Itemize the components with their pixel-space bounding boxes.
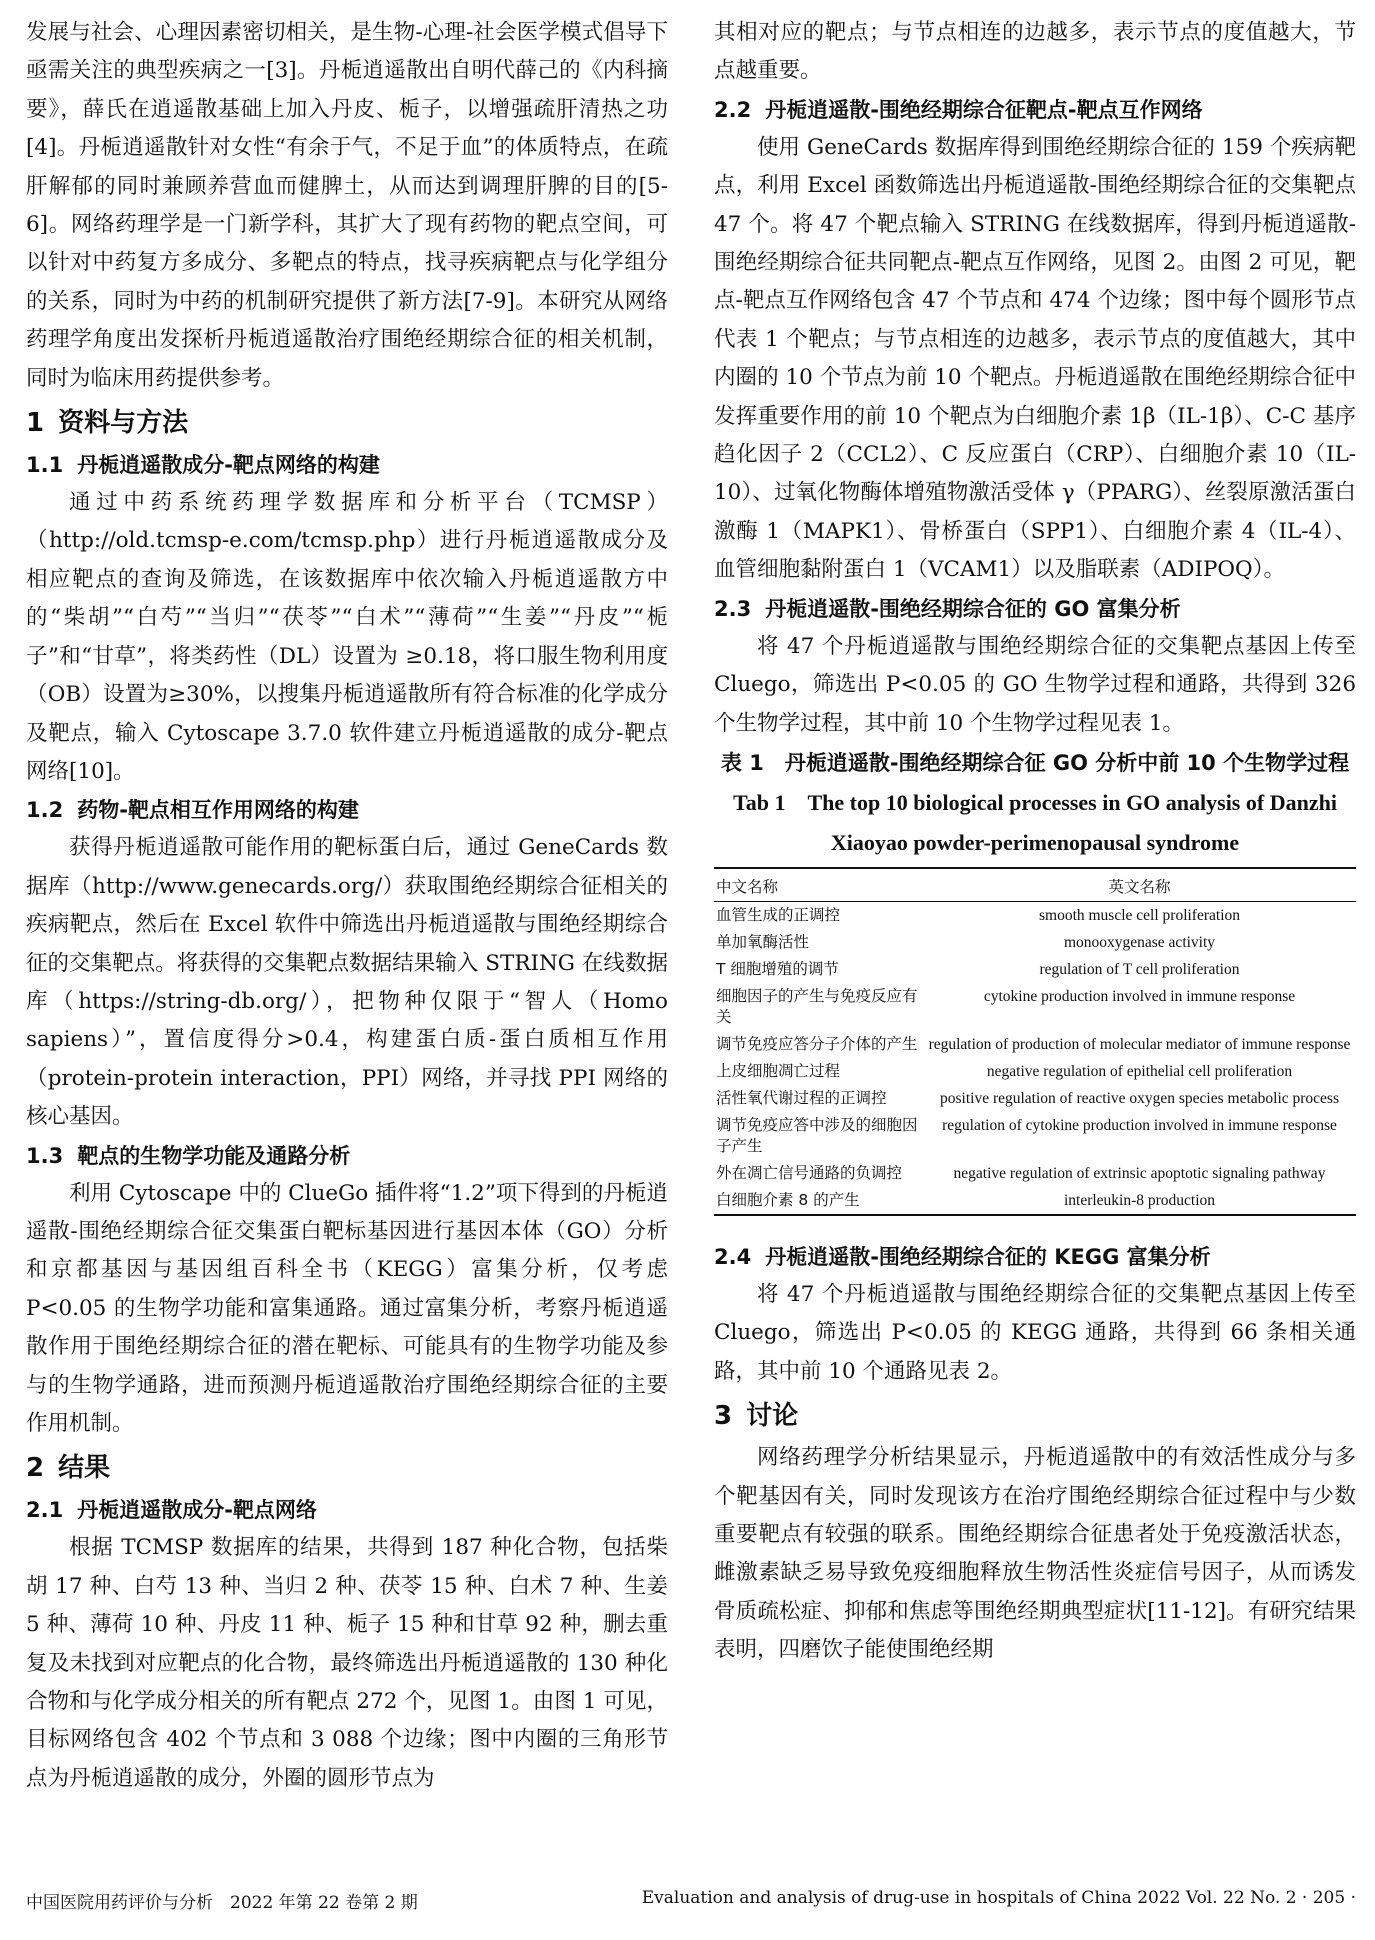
paragraph-3: 网络药理学分析结果显示，丹栀逍遥散中的有效活性成分与多个靶基因有关，同时发现该方在治疗围绝经期综合征过程中与少数重要靶点有较强的联系。围绝经期综合征患者处于免疫激活状态，雌激素缺乏易导致免疫细胞释放生物活性炎症信号因子，从而诱发骨质疏松症、抑郁和焦虑等围绝经期典型症状[11-12]。有研究结果表明，四磨饮子能使围绝经期 [714,1445,1356,1663]
table-header-row [714,868,1356,902]
subsection-2-3-heading [714,590,1356,628]
subsection-title: 靶点的生物学功能及通路分析 [77,1143,351,1168]
section-number: 3 [714,1401,733,1432]
cell-zh: 调节免疫应答中涉及的细胞因子产生 [716,1115,918,1155]
cell-en: regulation of production of molecular mediator of immune response [928,1035,1351,1053]
subsection-title: 丹栀逍遥散成分-靶点网络 [77,1498,317,1523]
subsection-number: 2.1 [26,1498,64,1523]
subsection-number: 2.2 [714,97,752,122]
cell-en: smooth muscle cell proliferation [1038,906,1240,924]
section-number: 1 [26,408,45,439]
cell-en: negative regulation of extrinsic apoptotic signaling pathway [953,1164,1326,1182]
cell-zh: 活性氧代谢过程的正调控 [716,1088,887,1107]
cell-en: positive regulation of reactive oxygen species metabolic process [940,1089,1339,1107]
right-column [714,14,1356,1670]
cell-zh: 调节免疫应答分子介体的产生 [716,1034,918,1053]
cell-zh: 上皮细胞凋亡过程 [716,1061,841,1080]
table-header-zh: 中文名称 [714,868,925,902]
subsection-2-2-heading [714,91,1356,129]
paragraph-1-3: 利用 Cytoscape 中的 ClueGo 插件将“1.2”项下得到的丹栀逍遥散-围绝经期综合征交集蛋白靶标基因进行基因本体（GO）分析和京都基因与基因组百科全书（KEGG）富集分析，仅考虑 P<0.05 的生物学功能和富集通路。通过富集分析，考察丹栀逍遥散作用于围绝经期综合征的潜在靶标、可能具有的生物学功能及参与的生物学通路，进而预测丹栀逍遥散治疗围绝经期综合征的主要作用机制。 [26,1180,668,1436]
subsection-title: 丹栀逍遥散-围绝经期综合征的 KEGG 富集分析 [765,1244,1211,1269]
table-row [714,1160,1356,1187]
subsection-1-2-heading [26,791,668,829]
cell-zh: 细胞因子的产生与免疫反应有关 [716,986,918,1026]
table-header-en: 英文名称 [925,868,1356,902]
subsection-number: 2.3 [714,596,752,621]
table-row [714,929,1356,956]
subsection-title: 药物-靶点相互作用网络的构建 [77,798,359,823]
subsection-1-3-heading [26,1137,668,1175]
paragraph-2-4: 将 47 个丹栀逍遥散与围绝经期综合征的交集靶点基因上传至 Cluego，筛选出 P<0.05 的 KEGG 通路，共得到 66 条相关通路，其中前 10 个通路见表 2。 [714,1281,1356,1384]
cell-en: negative regulation of epithelial cell proliferation [986,1062,1293,1080]
subsection-number: 1.2 [26,798,64,823]
subsection-title: 丹栀逍遥散-围绝经期综合征的 GO 富集分析 [765,596,1181,621]
cell-zh: 外在凋亡信号通路的负调控 [716,1163,903,1182]
table-1-caption-zh: 表 1 丹栀逍遥散-围绝经期综合征 GO 分析中前 10 个生物学过程 [720,750,1350,775]
section-1-heading [26,402,668,444]
table-1 [714,867,1356,1216]
subsection-title: 丹栀逍遥散成分-靶点网络的构建 [77,453,380,478]
cell-en: regulation of cytokine production involved in immune response [942,1116,1337,1134]
subsection-title: 丹栀逍遥散-围绝经期综合征靶点-靶点互作网络 [765,97,1203,122]
footer-journal-zh: 中国医院用药评价与分析 2022 年第 22 卷第 2 期 [26,1893,418,1913]
section-3-heading [714,1395,1356,1437]
paragraph-1-2: 获得丹栀逍遥散可能作用的靶标蛋白后，通过 GeneCards 数据库（http://www.genecards.org/）获取围绝经期综合征相关的疾病靶点，然后在 Excel 软件中筛选出丹栀逍遥散与围绝经期综合征的交集靶点。将获得的交集靶点数据结果输入 STRING 在线数据库（https://string-db.org/），把物种仅限于“智人（Homo sapiens）”，置信度得分>0.4，构建蛋白质-蛋白质相互作用（protein-protein interaction，PPI）网络，并寻找 PPI 网络的核心基因。 [26,835,668,1130]
subsection-number: 1.3 [26,1143,64,1168]
subsection-2-4-heading [714,1238,1356,1276]
table-row [714,983,1356,1031]
section-title: 结果 [58,1453,111,1484]
table-row [714,1031,1356,1058]
cell-zh: 白细胞介素 8 的产生 [716,1190,860,1209]
table-row [714,1112,1356,1160]
cell-zh: 单加氧酶活性 [716,932,810,951]
section-title: 讨论 [746,1401,799,1432]
subsection-number: 1.1 [26,453,64,478]
subsection-2-1-heading [26,1491,668,1529]
table-spacer [714,1216,1356,1238]
section-number: 2 [26,1453,45,1484]
paragraph-2-1-continued: 其相对应的靶点；与节点相连的边越多，表示节点的度值越大，节点越重要。 [714,20,1356,84]
subsection-1-1-heading [26,446,668,484]
subsection-number: 2.4 [714,1244,752,1269]
paragraph-2-2: 使用 GeneCards 数据库得到围绝经期综合征的 159 个疾病靶点，利用 Excel 函数筛选出丹栀逍遥散-围绝经期综合征的交集靶点 47 个。将 47 个靶点输入 STRING 在线数据库，得到丹栀逍遥散-围绝经期综合征共同靶点-靶点互作网络，见图 2。由图 2 可见，靶点-靶点互作网络包含 47 个节点和 474 个边缘；图中每个圆形节点代表 1 个靶点；与节点相连的边越多，表示节点的度值越大，其中内圈的 10 个节点为前 10 个靶点。丹栀逍遥散在围绝经期综合征中发挥重要作用的前 10 个靶点为白细胞介素 1β（IL-1β）、C-C 基序趋化因子 2（CCL2）、C 反应蛋白（CRP）、白细胞介素 10（IL-10）、过氧化物酶体增殖物激活受体 γ（PPARG）、丝裂原激活蛋白激酶 1（MAPK1）、骨桥蛋白（SPP1）、白细胞介素 4（IL-4）、血管细胞黏附蛋白 1（VCAM1）以及脂联素（ADIPOQ）。 [714,134,1356,583]
table-row [714,901,1356,929]
paragraph-1-1: 通过中药系统药理学数据库和分析平台（TCMSP）（http://old.tcmsp-e.com/tcmsp.php）进行丹栀逍遥散成分及相应靶点的查询及筛选，在该数据库中依次输入丹栀逍遥散方中的“柴胡”“白芍”“当归”“茯苓”“白术”“薄荷”“生姜”“丹皮”“栀子”和“甘草”，将类药性（DL）设置为 ≥0.18，将口服生物利用度（OB）设置为≥30%，以搜集丹栀逍遥散所有符合标准的化学成分及靶点，输入 Cytoscape 3.7.0 软件建立丹栀逍遥散的成分-靶点网络[10]。 [26,490,668,784]
intro-paragraph: 发展与社会、心理因素密切相关，是生物-心理-社会医学模式倡导下亟需关注的典型疾病之一[3]。丹栀逍遥散出自明代薛己的《内科摘要》，薛氏在逍遥散基础上加入丹皮、栀子，以增强疏肝清热之功[4]。丹栀逍遥散针对女性“有余于气，不足于血”的体质特点，在疏肝解郁的同时兼顾养营血而健脾土，从而达到调理肝脾的目的[5-6]。网络药理学是一门新学科，其扩大了现有药物的靶点空间，可以针对中药复方多成分、多靶点的特点，找寻疾病靶点与化学组分的关系，同时为中药的机制研究提供了新方法[7-9]。本研究从网络药理学角度出发探析丹栀逍遥散治疗围绝经期综合征的相关机制，同时为临床用药提供参考。 [26,20,668,391]
section-2-heading [26,1447,668,1489]
table-row [714,1085,1356,1112]
cell-en: cytokine production involved in immune response [983,987,1296,1005]
footer-journal-en: Evaluation and analysis of drug-use in hospitals of China 2022 Vol. 22 No. 2 · 205 · [641,1888,1356,1908]
cell-zh: T 细胞增殖的调节 [716,959,839,978]
cell-en: interleukin-8 production [1063,1191,1216,1209]
table-row [714,1187,1356,1215]
page-footer [26,1888,1356,1918]
section-title: 资料与方法 [58,408,189,439]
table-1-caption-en: Tab 1 The top 10 biological processes in GO analysis of Danzhi Xiaoyao powder-perimenopausal syndrome [733,789,1337,855]
paragraph-2-1: 根据 TCMSP 数据库的结果，共得到 187 种化合物，包括柴胡 17 种、白芍 13 种、当归 2 种、茯苓 15 种、白术 7 种、生姜 5 种、薄荷 10 种、丹皮 11 种、栀子 15 种和甘草 92 种，删去重复及未找到对应靶点的化合物，最终筛选出丹栀逍遥散的 130 种化合物和与化学成分相关的所有靶点 272 个，见图 1。由图 1 可见，目标网络包含 402 个节点和 3 088 个边缘；图中内圈的三角形节点为丹栀逍遥散的成分，外圈的圆形节点为 [26,1535,668,1791]
cell-en: regulation of T cell proliferation [1039,960,1240,978]
cell-en: monooxygenase activity [1063,933,1216,951]
cell-zh: 血管生成的正调控 [716,905,841,924]
paragraph-2-3: 将 47 个丹栀逍遥散与围绝经期综合征的交集靶点基因上传至 Cluego，筛选出 P<0.05 的 GO 生物学过程和通路，共得到 326 个生物学过程，其中前 10 个生物学过程见表 1。 [714,633,1356,736]
table-row [714,1058,1356,1085]
table-row [714,956,1356,983]
left-column [26,14,668,1798]
